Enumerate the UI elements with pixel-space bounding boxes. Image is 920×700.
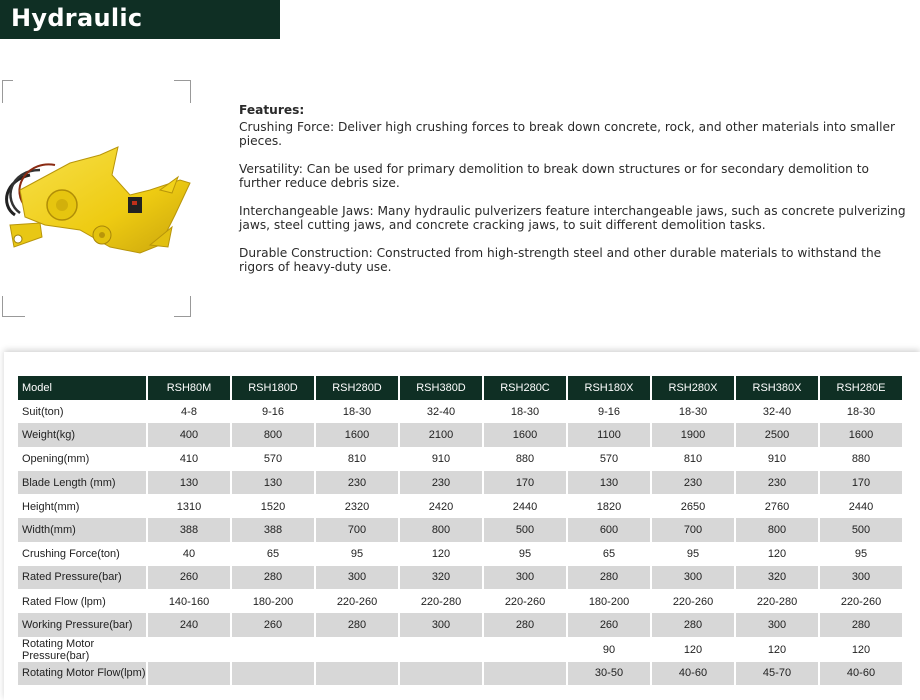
table-cell: 180-200 — [588, 595, 630, 608]
row-label: Blade Length (mm) — [18, 471, 146, 495]
image-frame-corner-bottom-left — [2, 296, 25, 317]
table-row — [18, 662, 902, 686]
table-cell — [484, 637, 566, 662]
hydraulic-pulverizer-image — [0, 135, 200, 265]
table-cell: 4-8 — [181, 406, 197, 419]
table-cell: 2100 — [400, 423, 482, 447]
table-cell: 130 — [232, 471, 314, 495]
table-header-cell: RSH280C — [484, 376, 566, 400]
table-cell: 300 — [736, 613, 818, 637]
table-row — [18, 447, 902, 471]
table-cell: 880 — [515, 453, 535, 466]
table-cell: 220-260 — [672, 595, 714, 608]
row-label: Weight(kg) — [18, 423, 146, 447]
table-cell: 30-50 — [568, 662, 650, 686]
table-header-cell: RSH180D — [232, 376, 314, 400]
table-cell: 120 — [683, 643, 703, 656]
table-cell: 1600 — [316, 423, 398, 447]
image-frame-corner-top-left — [2, 80, 13, 103]
row-label: Crushing Force(ton) — [22, 548, 120, 561]
table-cell: 2320 — [344, 500, 370, 513]
table-cell: 1900 — [652, 423, 734, 447]
table-cell: 410 — [179, 453, 199, 466]
row-label: Rotating Motor Pressure(bar) — [22, 637, 95, 662]
table-cell: 800 — [736, 518, 818, 542]
table-cell: 170 — [820, 471, 902, 495]
table-cell: 180-200 — [252, 595, 294, 608]
table-cell: 260 — [232, 613, 314, 637]
table-cell: 700 — [652, 518, 734, 542]
image-frame-corner-bottom-right — [174, 296, 191, 317]
table-cell: 170 — [484, 471, 566, 495]
table-cell: 280 — [232, 566, 314, 590]
table-cell: 910 — [767, 453, 787, 466]
table-cell: 220-260 — [336, 595, 378, 608]
table-header-cell: Model — [18, 376, 146, 400]
table-cell: 810 — [683, 453, 703, 466]
table-cell: 95 — [686, 548, 700, 561]
features-section — [239, 103, 914, 288]
feature-item: Durable Construction: Constructed from high-strength steel and other durable materials to withstand the rigors of heavy-duty use. — [239, 245, 882, 274]
table-cell: 65 — [266, 548, 280, 561]
table-cell: 570 — [599, 453, 619, 466]
feature-item: Interchangeable Jaws: Many hydraulic pulverizers feature interchangeable jaws, such as concrete pulverizing jaws, steel cutting jaws, and concrete cracking jaws, to suit different demolition tasks. — [239, 203, 906, 232]
table-row — [18, 542, 902, 566]
table-cell: 280 — [484, 613, 566, 637]
table-cell: 130 — [148, 471, 230, 495]
table-cell: 18-30 — [846, 406, 876, 419]
table-cell: 90 — [602, 643, 616, 656]
table-cell: 32-40 — [762, 406, 792, 419]
table-cell: 220-260 — [504, 595, 546, 608]
row-label: Rotating Motor Flow(lpm) — [18, 662, 146, 686]
table-cell: 280 — [652, 613, 734, 637]
table-cell: 400 — [148, 423, 230, 447]
table-cell: 40 — [182, 548, 196, 561]
table-cell: 388 — [232, 518, 314, 542]
table-cell: 500 — [820, 518, 902, 542]
table-cell: 130 — [568, 471, 650, 495]
table-cell: 230 — [652, 471, 734, 495]
table-cell: 260 — [148, 566, 230, 590]
row-label: Suit(ton) — [22, 406, 64, 419]
table-cell — [400, 637, 482, 662]
table-cell: 1820 — [596, 500, 622, 513]
table-cell: 120 — [767, 643, 787, 656]
table-cell — [484, 662, 566, 686]
table-row — [18, 589, 902, 613]
table-cell: 140-160 — [168, 595, 210, 608]
page-title: Hydraulic Pulverizer — [0, 0, 280, 39]
table-cell: 240 — [148, 613, 230, 637]
table-cell: 120 — [851, 643, 871, 656]
table-header-cell: RSH180X — [568, 376, 650, 400]
table-cell: 120 — [431, 548, 451, 561]
table-cell: 9-16 — [597, 406, 621, 419]
table-cell: 300 — [400, 613, 482, 637]
table-row — [18, 423, 902, 447]
table-cell: 300 — [820, 566, 902, 590]
table-cell: 2500 — [736, 423, 818, 447]
table-cell: 1600 — [820, 423, 902, 447]
table-cell: 230 — [316, 471, 398, 495]
table-cell — [148, 662, 230, 686]
image-frame-corner-top-right — [174, 80, 191, 103]
table-row — [18, 494, 902, 518]
table-cell: 388 — [148, 518, 230, 542]
table-row — [18, 518, 902, 542]
table-cell: 280 — [820, 613, 902, 637]
table-header-cell: RSH280D — [316, 376, 398, 400]
row-label: Working Pressure(bar) — [18, 613, 146, 637]
table-cell: 2420 — [428, 500, 454, 513]
table-cell — [316, 662, 398, 686]
table-cell: 120 — [767, 548, 787, 561]
feature-item: Versatility: Can be used for primary demolition to break down structures or for secondary demolition to further reduce debris size. — [239, 161, 869, 190]
table-cell — [148, 637, 230, 662]
table-cell: 1310 — [176, 500, 202, 513]
table-cell: 880 — [851, 453, 871, 466]
table-cell: 1100 — [568, 423, 650, 447]
table-cell: 220-260 — [840, 595, 882, 608]
table-cell: 810 — [347, 453, 367, 466]
table-cell: 40-60 — [820, 662, 902, 686]
table-cell: 2440 — [512, 500, 538, 513]
table-cell: 500 — [484, 518, 566, 542]
table-cell: 2760 — [764, 500, 790, 513]
table-cell: 800 — [400, 518, 482, 542]
table-row — [18, 400, 902, 424]
table-header-cell: RSH280X — [652, 376, 734, 400]
features-heading: Features: — [239, 103, 305, 117]
table-cell: 2440 — [848, 500, 874, 513]
table-cell: 570 — [263, 453, 283, 466]
table-cell: 220-280 — [756, 595, 798, 608]
table-cell: 45-70 — [736, 662, 818, 686]
table-cell: 300 — [652, 566, 734, 590]
table-row — [18, 471, 902, 495]
table-cell: 700 — [316, 518, 398, 542]
row-label: Height(mm) — [22, 500, 80, 513]
table-cell: 230 — [736, 471, 818, 495]
table-cell: 18-30 — [510, 406, 540, 419]
table-cell: 1520 — [260, 500, 286, 513]
row-label: Width(mm) — [18, 518, 146, 542]
table-cell — [316, 637, 398, 662]
table-header-cell: RSH380X — [736, 376, 818, 400]
table-cell: 1600 — [484, 423, 566, 447]
row-label: Rated Pressure(bar) — [18, 566, 146, 590]
table-cell: 40-60 — [652, 662, 734, 686]
table-header-cell: RSH280E — [820, 376, 902, 400]
table-cell: 800 — [232, 423, 314, 447]
table-cell: 910 — [431, 453, 451, 466]
table-header-cell: RSH380D — [400, 376, 482, 400]
table-cell: 280 — [568, 566, 650, 590]
table-cell: 32-40 — [426, 406, 456, 419]
table-cell: 280 — [316, 613, 398, 637]
table-cell — [400, 662, 482, 686]
table-cell: 95 — [854, 548, 868, 561]
table-cell: 320 — [400, 566, 482, 590]
table-cell: 65 — [602, 548, 616, 561]
table-row — [18, 566, 902, 590]
table-cell: 2650 — [680, 500, 706, 513]
spec-table — [16, 376, 904, 685]
table-cell: 600 — [568, 518, 650, 542]
table-cell: 260 — [568, 613, 650, 637]
table-cell: 300 — [484, 566, 566, 590]
row-label: Opening(mm) — [22, 453, 90, 466]
feature-item: Crushing Force: Deliver high crushing forces to break down concrete, rock, and other materials into smaller pieces. — [239, 119, 896, 148]
table-cell — [232, 637, 314, 662]
table-cell: 95 — [350, 548, 364, 561]
table-cell — [232, 662, 314, 686]
table-cell: 18-30 — [342, 406, 372, 419]
table-header-cell: RSH80M — [148, 376, 230, 400]
table-cell: 320 — [736, 566, 818, 590]
table-cell: 18-30 — [678, 406, 708, 419]
table-cell: 220-280 — [420, 595, 462, 608]
table-cell: 230 — [400, 471, 482, 495]
table-row — [18, 637, 902, 662]
table-cell: 9-16 — [261, 406, 285, 419]
table-cell: 300 — [316, 566, 398, 590]
table-row — [18, 613, 902, 637]
table-header-row — [18, 376, 902, 400]
row-label: Rated Flow (lpm) — [22, 595, 106, 608]
table-cell: 95 — [518, 548, 532, 561]
